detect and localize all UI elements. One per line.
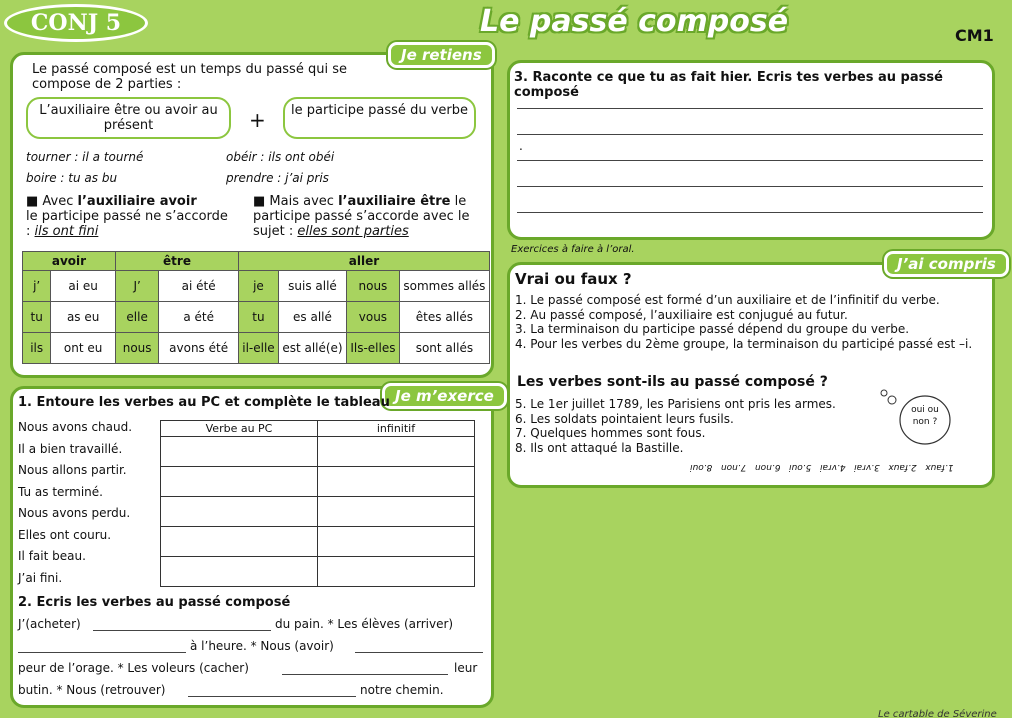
answer-cell[interactable] [161, 527, 318, 557]
page-title: Le passé composé [480, 4, 789, 39]
ex2-line2a: à l’heure. * Nous (avoir) [190, 639, 334, 653]
ex2-line1a: J’(acheter) [18, 617, 81, 631]
list-item: 3. La terminaison du participe passé dépend du groupe du verbe. [515, 322, 910, 336]
rule-etre: ■ Mais avec l’auxiliaire être le participe passé s’accorde avec le sujet : elles sont parties [253, 194, 470, 239]
level-label: CM1 [955, 26, 994, 45]
list-item: Nous avons perdu. [18, 506, 131, 520]
answer-line[interactable] [18, 652, 186, 653]
compris-tag: J’ai compris [884, 251, 1009, 277]
list-item: 1. Le passé composé est formé d’un auxiliaire et de l’infinitif du verbe. [515, 293, 940, 307]
answer-cell[interactable] [318, 557, 475, 587]
pc-question-title: Les verbes sont-ils au passé composé ? [517, 374, 828, 390]
vrai-faux-title: Vrai ou faux ? [515, 270, 632, 288]
thought-bubble-icon [880, 388, 970, 448]
ex2-line4b: notre chemin. [360, 683, 444, 697]
table-row: tu as eu elle a été tu es allé vous êtes allés [23, 302, 490, 333]
conjugation-table [22, 251, 490, 364]
conj-badge: CONJ 5 [4, 4, 148, 42]
exercice-tag: Je m’exerce [382, 383, 507, 409]
col-infinitif: infinitif [318, 421, 475, 437]
example-tourner: tourner : il a tourné [26, 150, 144, 164]
writing-line[interactable] [517, 108, 983, 109]
list-item: 5. Le 1er juillet 1789, les Parisiens ont pris les armes. [515, 397, 836, 411]
verb-table [160, 420, 475, 587]
footer-credit: Le cartable de Séverine [878, 709, 997, 718]
retiens-tag: Je retiens [388, 42, 495, 68]
bullet-icon: ■ [26, 194, 43, 209]
plus-sign: + [249, 108, 266, 132]
sentence-list [18, 417, 132, 589]
writing-line[interactable] [517, 160, 983, 161]
answer-cell[interactable] [161, 437, 318, 467]
writing-dot: . [519, 139, 523, 153]
exercise-2-title: 2. Ecris les verbes au passé composé [18, 595, 291, 610]
ex2-line3a: peur de l’orage. * Les voleurs (cacher) [18, 661, 249, 675]
list-item: Nous avons chaud. [18, 420, 133, 434]
list-item: Elles ont couru. [18, 527, 112, 542]
ex2-line4a: butin. * Nous (retrouver) [18, 683, 166, 697]
retiens-intro: Le passé composé est un temps du passé qui se compose de 2 parties : [32, 62, 347, 92]
list-item: 8. Ils ont attaqué la Bastille. [515, 440, 684, 455]
list-item: Tu as terminé. [18, 484, 103, 499]
rule-avoir: ■ Avec l’auxiliaire avoir le participe passé ne s’accorde : ils ont fini [26, 194, 228, 239]
col-verbe-pc: Verbe au PC [161, 421, 318, 437]
bubble-text: oui ou non ? [911, 405, 939, 427]
answer-line[interactable] [355, 652, 483, 653]
answer-cell[interactable] [318, 527, 475, 557]
answer-cell[interactable] [318, 437, 475, 467]
exercise-1-title: 1. Entoure les verbes au PC et complète le tableau [18, 395, 390, 410]
list-item: J’ai fini. [18, 570, 63, 585]
list-item: 6. Les soldats pointaient leurs fusils. [515, 411, 734, 426]
example-boire: boire : tu as bu [26, 171, 118, 185]
answer-line[interactable] [282, 674, 448, 675]
answer-cell[interactable] [318, 467, 475, 497]
writing-line[interactable] [517, 212, 983, 213]
auxiliaire-box: L’auxiliaire être ou avoir au présent [26, 97, 231, 139]
list-item: 2. Au passé composé, l’auxiliaire est conjugué au futur. [515, 307, 848, 322]
bullet-icon: ■ [253, 194, 270, 209]
example-prendre: prendre : j’ai pris [226, 171, 329, 185]
oral-note: Exercices à faire à l’oral. [511, 244, 635, 255]
list-item: Nous allons partir. [18, 463, 127, 477]
answer-cell[interactable] [318, 497, 475, 527]
participe-box: le participe passé du verbe [283, 97, 476, 139]
writing-line[interactable] [517, 186, 983, 187]
answer-line[interactable] [93, 630, 271, 631]
writing-line[interactable] [517, 134, 983, 135]
answer-cell[interactable] [161, 557, 318, 587]
answers-upside-down: 1.faux 2.faux 3.vrai 4.vrai 5.oui 6.non 7.non 8.oui [690, 462, 954, 472]
ex2-line3b: leur [454, 661, 478, 675]
answer-cell[interactable] [161, 497, 318, 527]
col-aller: aller [239, 252, 490, 271]
col-avoir: avoir [23, 252, 116, 271]
exercise-3-title: 3. Raconte ce que tu as fait hier. Ecris tes verbes au passé composé [514, 70, 943, 100]
table-row: j’ ai eu J’ ai été je suis allé nous sommes allés [23, 271, 490, 302]
answer-cell[interactable] [161, 467, 318, 497]
pc-question-list [515, 397, 885, 455]
ex2-line1b: du pain. * Les élèves (arriver) [275, 617, 454, 631]
list-item: Il a bien travaillé. [18, 441, 123, 456]
example-obeir: obéir : ils ont obéi [226, 150, 335, 164]
list-item: Il fait beau. [18, 549, 86, 563]
col-etre: être [116, 252, 239, 271]
list-item: 7. Quelques hommes sont fous. [515, 426, 706, 440]
list-item: 4. Pour les verbes du 2ème groupe, la terminaison du participé passé est –i. [515, 336, 973, 351]
table-row: ils ont eu nous avons été il-elle est allé(e) Ils-elles sont allés [23, 333, 490, 364]
answer-line[interactable] [188, 696, 356, 697]
vrai-faux-list [515, 293, 989, 351]
